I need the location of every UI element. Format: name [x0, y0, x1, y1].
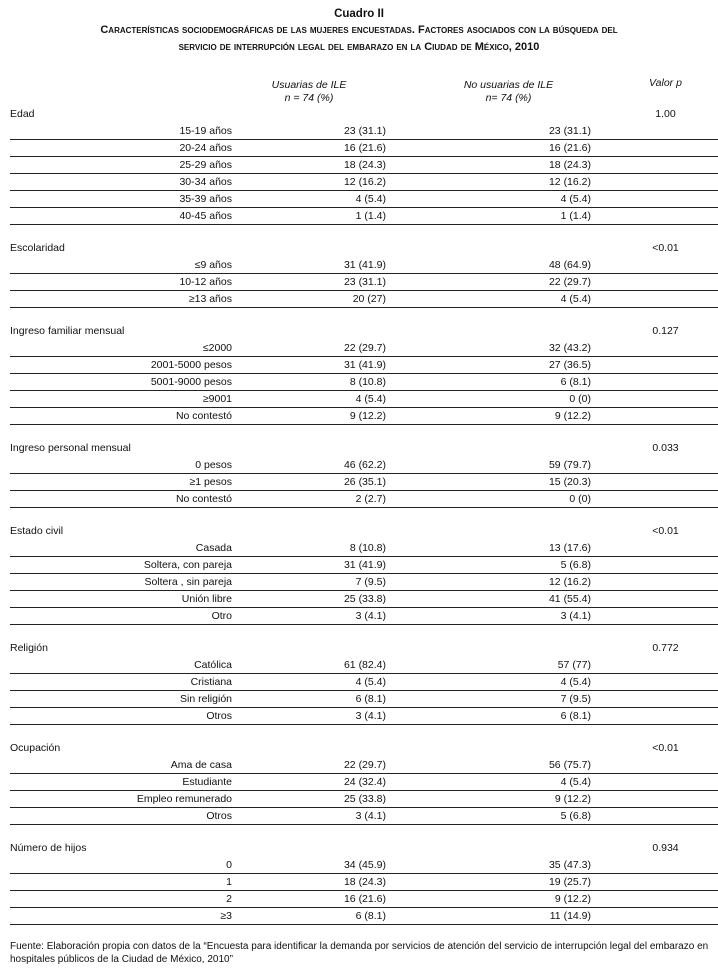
row-label: No contestó	[10, 491, 232, 508]
table-row	[10, 891, 718, 908]
row-label: 5001-9000 pesos	[10, 374, 232, 391]
no-usuarias-value: 32 (43.2)	[386, 340, 591, 357]
header-no-usuarias: No usuarias de ILE n= 74 (%)	[463, 79, 554, 104]
row-label: Ama de casa	[10, 757, 232, 774]
no-usuarias-value: 7 (9.5)	[386, 691, 591, 708]
section-header-row	[10, 523, 718, 540]
usuarias-value: 31 (41.9)	[232, 357, 386, 374]
table-row	[10, 708, 718, 725]
usuarias-value: 22 (29.7)	[232, 340, 386, 357]
no-usuarias-value: 56 (75.7)	[386, 757, 591, 774]
no-usuarias-value: 0 (0)	[386, 391, 591, 408]
no-usuarias-value: 22 (29.7)	[386, 274, 591, 291]
section-header-row	[10, 440, 718, 457]
section-label: Ocupación	[10, 742, 61, 754]
table-row	[10, 774, 718, 791]
row-label: 2001-5000 pesos	[10, 357, 232, 374]
usuarias-value: 6 (8.1)	[232, 908, 386, 925]
p-value: <0.01	[652, 525, 679, 537]
no-usuarias-value: 6 (8.1)	[386, 374, 591, 391]
section-spacer	[10, 725, 718, 741]
row-label: Otro	[10, 608, 232, 625]
row-label: Estudiante	[10, 774, 232, 791]
usuarias-value: 25 (33.8)	[232, 791, 386, 808]
usuarias-value: 1 (1.4)	[232, 208, 386, 225]
usuarias-value: 3 (4.1)	[232, 608, 386, 625]
usuarias-value: 31 (41.9)	[232, 257, 386, 274]
p-value: 0.772	[652, 642, 679, 654]
row-label: ≥1 pesos	[10, 474, 232, 491]
usuarias-value: 12 (16.2)	[232, 174, 386, 191]
no-usuarias-value: 18 (24.3)	[386, 157, 591, 174]
section-spacer	[10, 308, 718, 324]
row-label: 10-12 años	[10, 274, 232, 291]
table-row	[10, 123, 718, 140]
usuarias-value: 18 (24.3)	[232, 157, 386, 174]
row-label: Unión libre	[10, 591, 232, 608]
usuarias-value: 22 (29.7)	[232, 757, 386, 774]
usuarias-value: 7 (9.5)	[232, 574, 386, 591]
row-label: Otros	[10, 808, 232, 825]
table-row	[10, 174, 718, 191]
no-usuarias-value: 0 (0)	[386, 491, 591, 508]
row-label: Soltera, con pareja	[10, 557, 232, 574]
no-usuarias-value: 12 (16.2)	[386, 574, 591, 591]
usuarias-value: 46 (62.2)	[232, 457, 386, 474]
row-label: ≤2000	[10, 340, 232, 357]
section-spacer	[10, 425, 718, 441]
section-label: Estado civil	[10, 525, 64, 537]
table-row	[10, 291, 718, 308]
usuarias-value: 3 (4.1)	[232, 708, 386, 725]
row-label: 40-45 años	[10, 208, 232, 225]
table-row	[10, 357, 718, 374]
section-label: Religión	[10, 642, 48, 654]
table-row	[10, 674, 718, 691]
table-caption	[0, 0, 718, 56]
usuarias-value: 2 (2.7)	[232, 491, 386, 508]
row-label: 2	[10, 891, 232, 908]
usuarias-value: 3 (4.1)	[232, 808, 386, 825]
table-row	[10, 691, 718, 708]
header-valor-p: Valor p	[649, 77, 682, 89]
table-row	[10, 474, 718, 491]
table-row	[10, 257, 718, 274]
usuarias-value: 6 (8.1)	[232, 691, 386, 708]
row-label: Católica	[10, 657, 232, 674]
no-usuarias-value: 48 (64.9)	[386, 257, 591, 274]
table-row	[10, 657, 718, 674]
table-row	[10, 157, 718, 174]
no-usuarias-value: 12 (16.2)	[386, 174, 591, 191]
row-label: 25-29 años	[10, 157, 232, 174]
section-label: Ingreso familiar mensual	[10, 325, 125, 337]
table-row	[10, 140, 718, 157]
table-title-line1: Características sociodemográficas de las mujeres encuestadas. Factores asociados con la búsqueda del	[100, 24, 618, 36]
no-usuarias-value: 23 (31.1)	[386, 123, 591, 140]
section-header-row	[10, 240, 718, 257]
table-row	[10, 857, 718, 874]
section-spacer	[10, 825, 718, 841]
row-label: 1	[10, 874, 232, 891]
no-usuarias-value: 16 (21.6)	[386, 140, 591, 157]
usuarias-value: 16 (21.6)	[232, 140, 386, 157]
row-label: 15-19 años	[10, 123, 232, 140]
no-usuarias-value: 19 (25.7)	[386, 874, 591, 891]
usuarias-value: 25 (33.8)	[232, 591, 386, 608]
table-row	[10, 340, 718, 357]
section-spacer	[10, 625, 718, 641]
table-row	[10, 608, 718, 625]
table-row	[10, 757, 718, 774]
no-usuarias-value: 27 (36.5)	[386, 357, 591, 374]
row-label: ≥9001	[10, 391, 232, 408]
no-usuarias-value: 59 (79.7)	[386, 457, 591, 474]
section-header-row	[10, 106, 718, 123]
row-label: 0 pesos	[10, 457, 232, 474]
row-label: Soltera , sin pareja	[10, 574, 232, 591]
header-usuarias: Usuarias de ILE n = 74 (%)	[271, 79, 347, 104]
no-usuarias-value: 4 (5.4)	[386, 191, 591, 208]
usuarias-value: 23 (31.1)	[232, 274, 386, 291]
row-label: Empleo remunerado	[10, 791, 232, 808]
row-label: No contestó	[10, 408, 232, 425]
table-row	[10, 591, 718, 608]
table-row	[10, 874, 718, 891]
section-label: Edad	[10, 108, 35, 120]
header-row	[10, 77, 718, 106]
p-value: <0.01	[652, 742, 679, 754]
usuarias-value: 4 (5.4)	[232, 191, 386, 208]
p-value: 0.934	[652, 842, 679, 854]
table-row	[10, 208, 718, 225]
section-header-row	[10, 640, 718, 657]
usuarias-value: 61 (82.4)	[232, 657, 386, 674]
no-usuarias-value: 6 (8.1)	[386, 708, 591, 725]
row-label: ≥3	[10, 908, 232, 925]
table-row	[10, 557, 718, 574]
no-usuarias-value: 3 (4.1)	[386, 608, 591, 625]
table-row	[10, 391, 718, 408]
usuarias-value: 20 (27)	[232, 291, 386, 308]
no-usuarias-value: 1 (1.4)	[386, 208, 591, 225]
no-usuarias-value: 4 (5.4)	[386, 774, 591, 791]
no-usuarias-value: 11 (14.9)	[386, 908, 591, 925]
row-label: ≥13 años	[10, 291, 232, 308]
p-value: <0.01	[652, 242, 679, 254]
p-value: 0.127	[652, 325, 679, 337]
footnote: Fuente: Elaboración propia con datos de la “Encuesta para identificar la demanda por servicios de atención del servicio de interrupción legal del embarazo en hospitales públicos de la Ciudad de México, 2010”	[10, 941, 709, 965]
no-usuarias-value: 41 (55.4)	[386, 591, 591, 608]
table-row	[10, 274, 718, 291]
usuarias-value: 8 (10.8)	[232, 374, 386, 391]
section-spacer	[10, 508, 718, 524]
section-header-row	[10, 840, 718, 857]
no-usuarias-value: 9 (12.2)	[386, 891, 591, 908]
row-label: Cristiana	[10, 674, 232, 691]
no-usuarias-value: 13 (17.6)	[386, 540, 591, 557]
section-label: Ingreso personal mensual	[10, 442, 131, 454]
row-label: 30-34 años	[10, 174, 232, 191]
table-row	[10, 574, 718, 591]
row-label: 35-39 años	[10, 191, 232, 208]
section-spacer	[10, 225, 718, 241]
no-usuarias-value: 57 (77)	[386, 657, 591, 674]
table-row	[10, 540, 718, 557]
table-row	[10, 491, 718, 508]
section-header-row	[10, 740, 718, 757]
table-title-line2: servicio de interrupción legal del embarazo en la Ciudad de México, 2010	[178, 41, 540, 53]
row-label: Sin religión	[10, 691, 232, 708]
table-row	[10, 791, 718, 808]
no-usuarias-value: 9 (12.2)	[386, 791, 591, 808]
row-label: Otros	[10, 708, 232, 725]
table-row	[10, 191, 718, 208]
p-value: 1.00	[655, 108, 676, 120]
usuarias-value: 9 (12.2)	[232, 408, 386, 425]
usuarias-value: 26 (35.1)	[232, 474, 386, 491]
usuarias-value: 8 (10.8)	[232, 540, 386, 557]
row-label: 20-24 años	[10, 140, 232, 157]
section-label: Escolaridad	[10, 242, 65, 254]
section-label: Número de hijos	[10, 842, 87, 854]
data-table	[10, 77, 718, 925]
table-row	[10, 457, 718, 474]
p-value: 0.033	[652, 442, 679, 454]
no-usuarias-value: 35 (47.3)	[386, 857, 591, 874]
table-row	[10, 908, 718, 925]
table-number: Cuadro II	[334, 8, 384, 20]
usuarias-value: 4 (5.4)	[232, 674, 386, 691]
section-header-row	[10, 323, 718, 340]
no-usuarias-value: 4 (5.4)	[386, 674, 591, 691]
usuarias-value: 16 (21.6)	[232, 891, 386, 908]
usuarias-value: 4 (5.4)	[232, 391, 386, 408]
no-usuarias-value: 5 (6.8)	[386, 808, 591, 825]
no-usuarias-value: 4 (5.4)	[386, 291, 591, 308]
usuarias-value: 31 (41.9)	[232, 557, 386, 574]
no-usuarias-value: 9 (12.2)	[386, 408, 591, 425]
table-row	[10, 408, 718, 425]
usuarias-value: 23 (31.1)	[232, 123, 386, 140]
usuarias-value: 18 (24.3)	[232, 874, 386, 891]
row-label: 0	[10, 857, 232, 874]
row-label: Casada	[10, 540, 232, 557]
usuarias-value: 24 (32.4)	[232, 774, 386, 791]
table-row	[10, 374, 718, 391]
no-usuarias-value: 5 (6.8)	[386, 557, 591, 574]
table-row	[10, 808, 718, 825]
no-usuarias-value: 15 (20.3)	[386, 474, 591, 491]
usuarias-value: 34 (45.9)	[232, 857, 386, 874]
row-label: ≤9 años	[10, 257, 232, 274]
